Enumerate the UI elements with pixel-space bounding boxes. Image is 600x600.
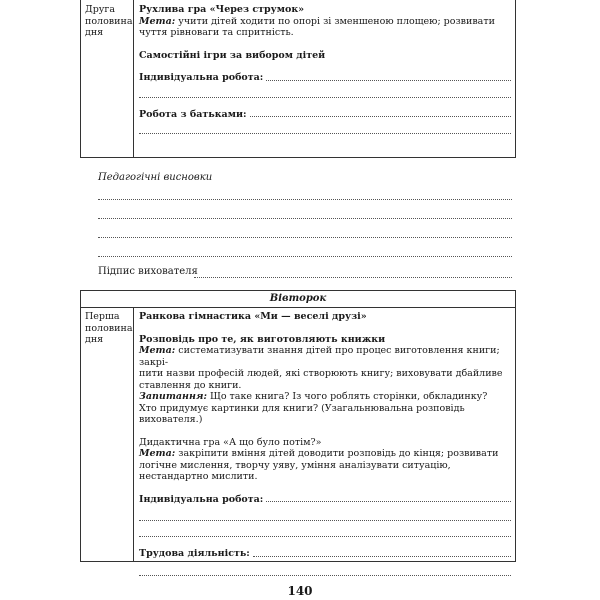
- story-question-2: Хто придумує картинки для книги? (Узагальнювальна розповідь вихователя.): [139, 402, 465, 425]
- labor-field[interactable]: [253, 556, 511, 557]
- story-question: [139, 391, 511, 403]
- individual-work-label: Індивідуальна робота:: [139, 72, 264, 83]
- goal-label: Мета:: [139, 345, 176, 356]
- parents-label: Робота з батьками:: [139, 108, 247, 120]
- goal-text: закріпити вміння дітей доводити розповідь до кінця; розвивати логічне мислення, творчу уяву, уміння аналізувати ситуацію, нестандартно мислити.: [139, 448, 499, 482]
- question-label: Запитання:: [139, 391, 207, 402]
- didactic-game-title: Дидактична гра «А що було потім?»: [139, 436, 322, 448]
- game-goal: [139, 16, 511, 39]
- afternoon-table: [80, 0, 516, 158]
- conclusion-line-3[interactable]: [98, 237, 512, 238]
- story-goal: [139, 345, 511, 391]
- game-title: Рухлива гра «Через струмок»: [139, 4, 305, 15]
- parents-field[interactable]: [250, 116, 511, 117]
- blank-line[interactable]: [139, 520, 511, 521]
- afternoon-content: [139, 4, 511, 134]
- goal-text: учити дітей ходити по опорі зі зменшеною площею; розвивати чуття рівноваги та спритність.: [139, 15, 495, 38]
- individual-work-row: [139, 72, 511, 84]
- morning-content: [139, 311, 511, 576]
- column-divider: [133, 0, 134, 157]
- parents-row: [139, 109, 511, 121]
- labor-label: Трудова діяльність:: [139, 548, 250, 559]
- individual-work-row: [139, 494, 511, 506]
- page-number: 140: [287, 584, 313, 598]
- conclusion-line-2[interactable]: [98, 218, 512, 219]
- goal-text-a: систематизувати знання дітей про процес виготовлення книги; закрі-: [139, 345, 500, 368]
- question-text: Що таке книга? Із чого роблять сторінки, обкладинку?: [206, 391, 488, 402]
- blank-line[interactable]: [139, 133, 511, 134]
- conclusions-title: Педагогічні висновки: [98, 172, 213, 183]
- independent-games: Самостійні ігри за вибором дітей: [139, 49, 326, 61]
- goal-text-b: пити назви професій людей, які створюють книгу; виховувати дбайливе ставлення до книги.: [139, 368, 503, 391]
- signature-label: Підпис вихователя: [98, 266, 198, 277]
- didactic-goal: [139, 448, 511, 483]
- individual-work-field[interactable]: [266, 80, 511, 81]
- signature-line[interactable]: [194, 277, 512, 278]
- conclusion-line-1[interactable]: [98, 199, 512, 200]
- conclusion-line-4[interactable]: [98, 256, 512, 257]
- afternoon-label: Друга половина дня: [85, 4, 133, 38]
- morning-label: Перша половина дня: [85, 311, 133, 345]
- story-title: Розповідь про те, як виготовляють книжки: [139, 333, 386, 345]
- individual-work-label: Індивідуальна робота:: [139, 493, 264, 505]
- labor-row: [139, 548, 511, 560]
- header-divider: [81, 307, 515, 308]
- goal-label: Мета:: [139, 15, 176, 27]
- blank-line[interactable]: [139, 575, 511, 576]
- tuesday-table: [80, 290, 516, 562]
- gymnastics-title: Ранкова гімнастика «Ми — веселі друзі»: [139, 311, 367, 322]
- goal-label: Мета:: [139, 448, 176, 459]
- column-divider: [133, 307, 134, 561]
- individual-work-field[interactable]: [266, 501, 511, 502]
- day-header: Вівторок: [269, 293, 327, 304]
